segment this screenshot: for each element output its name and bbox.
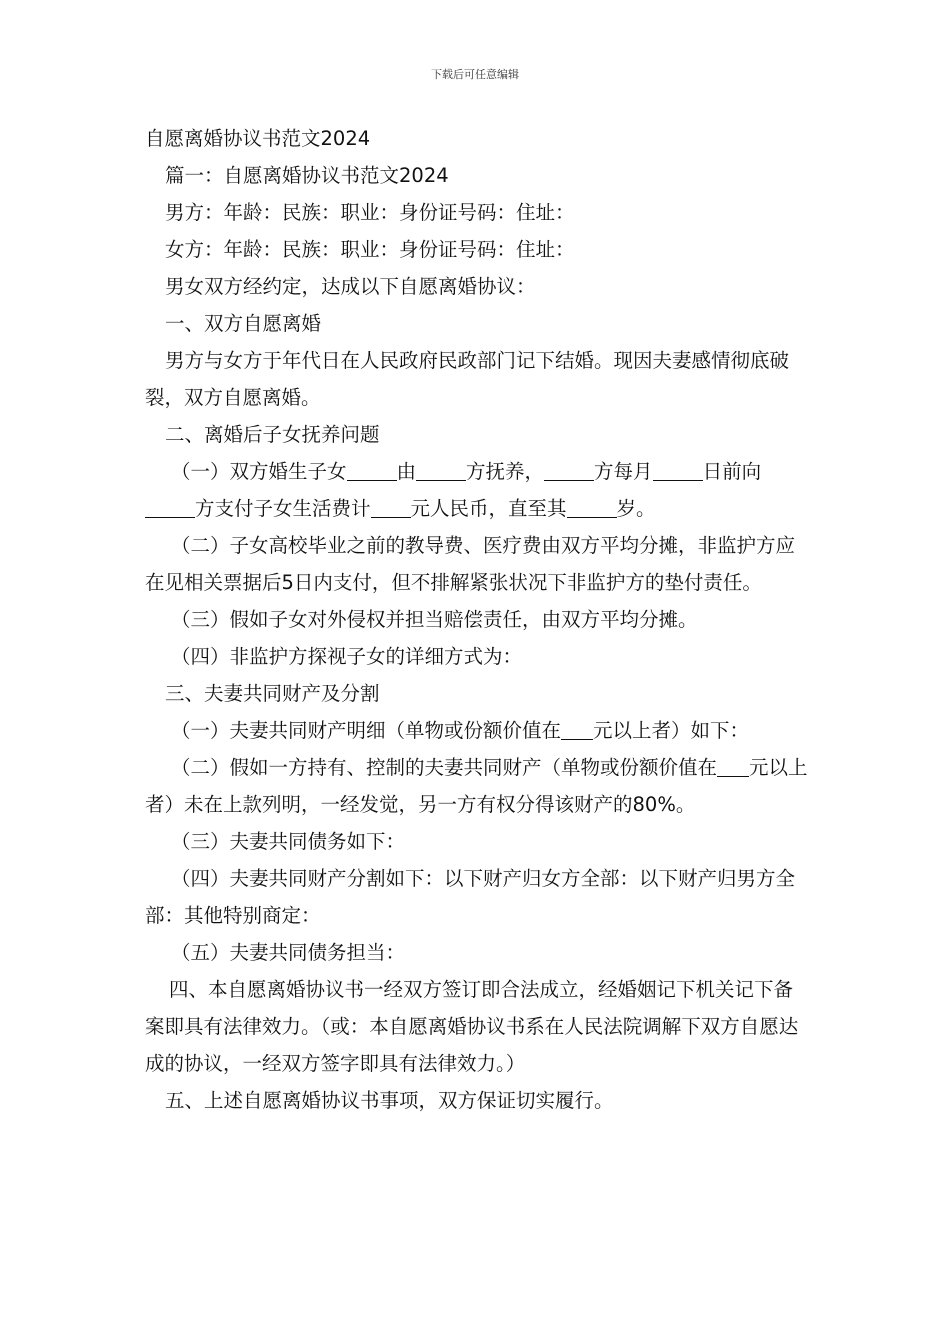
clause-text: 日前向 (702, 460, 762, 483)
clause-text: 元以上者）如下： (593, 719, 750, 742)
clause-text: 岁。 (616, 497, 656, 520)
clause-2-4: （四）非监护方探视子女的详细方式为： (171, 645, 523, 668)
clause-3-4: （四）夫妻共同财产分割如下：以下财产归女方全部：以下财产归男方全部：其他特别商定： (145, 867, 796, 927)
fill-blank (567, 497, 617, 518)
clause-text: （一）双方婚生子女 (171, 460, 347, 483)
fill-blank (371, 497, 411, 518)
clause-text: 元以上者）未在上款列明，一经发觉，另一方有权分得该财产的80%。 (145, 756, 808, 816)
section-heading: 篇一：自愿离婚协议书范文2024 (165, 164, 449, 187)
document-body (145, 120, 810, 1119)
clause-3-1 (145, 712, 810, 749)
fill-blank (561, 719, 593, 740)
clause-3-5: （五）夫妻共同债务担当： (171, 941, 406, 964)
clause-4: 四、本自愿离婚协议书一经双方签订即合法成立，经婚姻记下机关记下备案即具有法律效力。（或：本自愿离婚协议书系在人民法院调解下双方自愿达成的协议，一经双方签字即具有法律效力。） (145, 978, 799, 1075)
fill-blank (416, 460, 466, 481)
clause-text: 方支付子女生活费计 (195, 497, 371, 520)
male-party-info: 男方：年龄：民族：职业：身份证号码：住址： (165, 201, 575, 224)
clause-3-3: （三）夫妻共同债务如下： (171, 830, 406, 853)
page-header: 下载后可任意编辑 (431, 68, 519, 81)
clause-text: 元人民币，直至其 (410, 497, 567, 520)
fill-blank (347, 460, 397, 481)
clause-text: （一）夫妻共同财产明细（单物或份额价值在 (171, 719, 562, 742)
clause-2-1 (145, 453, 810, 527)
fill-blank (717, 756, 749, 777)
document-title: 自愿离婚协议书范文2024 (145, 127, 371, 150)
agreement-intro: 男女双方经约定，达成以下自愿离婚协议： (165, 275, 536, 298)
fill-blank (544, 460, 594, 481)
clause-2-3: （三）假如子女对外侵权并担当赔偿责任，由双方平均分摊。 (171, 608, 698, 631)
clause-text: 方抚养， (466, 460, 545, 483)
clause-1-body: 男方与女方于年代日在人民政府民政部门记下结婚。现因夫妻感情彻底破裂，双方自愿离婚。 (145, 349, 790, 409)
clause-text: 方每月 (594, 460, 653, 483)
clause-2-heading: 二、离婚后子女抚养问题 (165, 423, 380, 446)
clause-5: 五、上述自愿离婚协议书事项，双方保证切实履行。 (165, 1089, 614, 1112)
fill-blank (145, 497, 195, 518)
clause-2-2: （二）子女高校毕业之前的教导费、医疗费由双方平均分摊，非监护方应在见相关票据后5日内支付，但不排解紧张状况下非监护方的垫付责任。 (145, 534, 796, 594)
clause-text: 由 (396, 460, 417, 483)
clause-text: （二）假如一方持有、控制的夫妻共同财产（单物或份额价值在 (171, 756, 718, 779)
clause-3-2 (145, 749, 810, 823)
clause-3-heading: 三、夫妻共同财产及分割 (165, 682, 380, 705)
fill-blank (653, 460, 703, 481)
female-party-info: 女方：年龄：民族：职业：身份证号码：住址： (165, 238, 575, 261)
clause-1-heading: 一、双方自愿离婚 (165, 312, 322, 335)
